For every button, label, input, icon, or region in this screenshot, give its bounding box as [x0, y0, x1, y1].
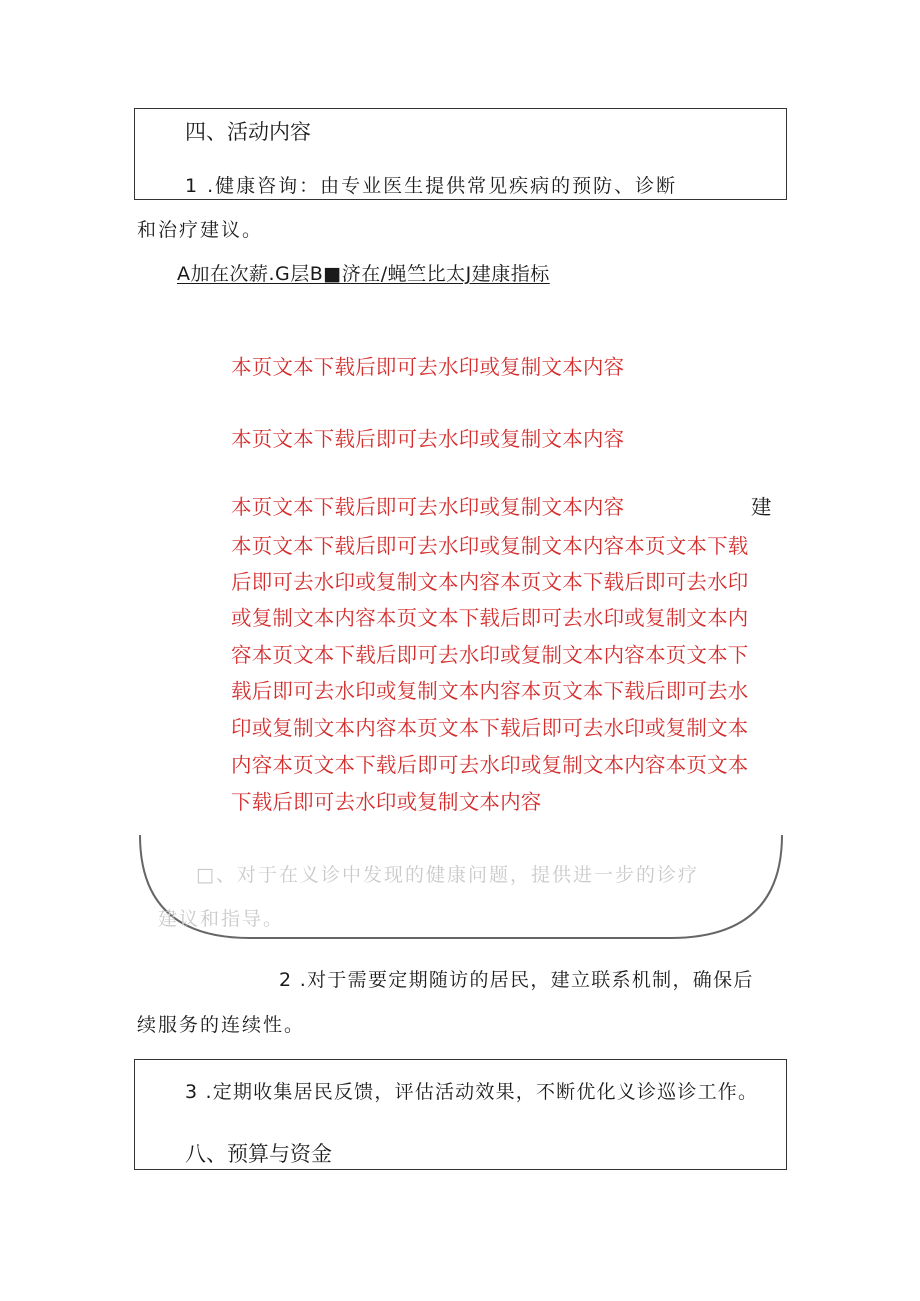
- watermark-line-2: 本页文本下载后即可去水印或复制文本内容: [231, 427, 625, 451]
- watermark-paragraph-line: 容本页文本下载后即可去水印或复制文本内容本页文本下: [231, 643, 749, 667]
- watermark-line-3-suffix: 建: [751, 495, 772, 519]
- watermark-paragraph-line: 本页文本下载后即可去水印或复制文本内容本页文本下载: [231, 534, 749, 558]
- watermark-paragraph-line: 印或复制文本内容本页文本下载后即可去水印或复制文本: [231, 716, 749, 740]
- watermark-line-3: 本页文本下载后即可去水印或复制文本内容: [231, 495, 625, 519]
- item1-line1: 1 .健康咨询：由专业医生提供常见疾病的预防、诊断: [185, 175, 678, 197]
- watermark-paragraph-line: 后即可去水印或复制文本内容本页文本下载后即可去水印: [231, 570, 749, 594]
- item2-line1: 2 .对于需要定期随访的居民，建立联系机制，确保后: [279, 969, 754, 991]
- faded-line-1: □、对于在义诊中发现的健康问题，提供进一步的诊疗: [196, 864, 699, 886]
- watermark-paragraph-line: 内容本页文本下载后即可去水印或复制文本内容本页文本: [231, 753, 749, 777]
- watermark-line-1: 本页文本下载后即可去水印或复制文本内容: [231, 355, 625, 379]
- garbled-line: A加在次薪.G层B■济在/蝇竺比太J建康指标: [177, 263, 550, 285]
- watermark-paragraph-line: 载后即可去水印或复制文本内容本页文本下载后即可去水: [231, 679, 749, 703]
- section-four-title: 四、活动内容: [185, 120, 311, 144]
- watermark-paragraph-line: 下载后即可去水印或复制文本内容: [231, 790, 542, 814]
- faded-line-2: 建议和指导。: [158, 908, 285, 930]
- section-eight-title: 八、预算与资金: [185, 1142, 332, 1166]
- item3-text: 3 .定期收集居民反馈，评估活动效果，不断优化义诊巡诊工作。: [185, 1081, 759, 1103]
- item2-line2: 续服务的连续性。: [137, 1014, 306, 1036]
- watermark-paragraph-line: 或复制文本内容本页文本下载后即可去水印或复制文本内: [231, 606, 749, 630]
- item1-line2: 和治疗建议。: [137, 219, 264, 241]
